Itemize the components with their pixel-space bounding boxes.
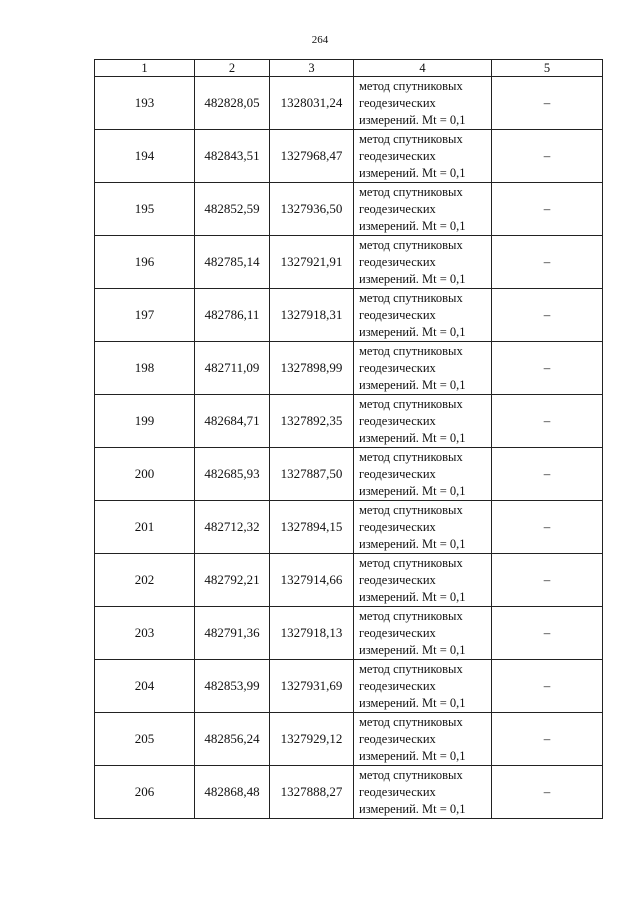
x-coordinate-cell: 482712,32 bbox=[195, 501, 270, 554]
dash-cell: – bbox=[492, 713, 603, 766]
method-cell bbox=[354, 236, 492, 289]
method-text-line: геодезических bbox=[359, 148, 436, 163]
method-cell bbox=[354, 713, 492, 766]
method-text-line: метод спутниковых bbox=[359, 661, 463, 676]
y-coordinate-cell: 1327929,12 bbox=[270, 713, 354, 766]
method-text-line: геодезических bbox=[359, 731, 436, 746]
point-number-cell: 203 bbox=[95, 607, 195, 660]
table-row bbox=[95, 183, 603, 236]
method-text-line: метод спутниковых bbox=[359, 767, 463, 782]
method-text-line: геодезических bbox=[359, 201, 436, 216]
method-text-line: геодезических bbox=[359, 678, 436, 693]
method-text-line: метод спутниковых bbox=[359, 184, 463, 199]
method-text-line: измерений. Mt = 0,1 bbox=[359, 536, 466, 551]
method-text-line: измерений. Mt = 0,1 bbox=[359, 324, 466, 339]
method-text-line: измерений. Mt = 0,1 bbox=[359, 748, 466, 763]
method-text-line: измерений. Mt = 0,1 bbox=[359, 642, 466, 657]
dash-cell: – bbox=[492, 77, 603, 130]
method-cell bbox=[354, 183, 492, 236]
method-text-line: измерений. Mt = 0,1 bbox=[359, 218, 466, 233]
method-text-line: измерений. Mt = 0,1 bbox=[359, 695, 466, 710]
method-cell bbox=[354, 448, 492, 501]
method-cell bbox=[354, 395, 492, 448]
dash-cell: – bbox=[492, 236, 603, 289]
method-text-line: измерений. Mt = 0,1 bbox=[359, 483, 466, 498]
y-coordinate-cell: 1327888,27 bbox=[270, 766, 354, 819]
y-coordinate-cell: 1327921,91 bbox=[270, 236, 354, 289]
column-header: 1 bbox=[95, 60, 195, 77]
method-text-line: метод спутниковых bbox=[359, 343, 463, 358]
dash-cell: – bbox=[492, 342, 603, 395]
x-coordinate-cell: 482711,09 bbox=[195, 342, 270, 395]
dash-cell: – bbox=[492, 395, 603, 448]
method-text-line: метод спутниковых bbox=[359, 449, 463, 464]
page-number: 264 bbox=[311, 34, 329, 46]
dash-cell: – bbox=[492, 130, 603, 183]
method-text-line: геодезических bbox=[359, 360, 436, 375]
column-header: 2 bbox=[195, 60, 270, 77]
table-row bbox=[95, 607, 603, 660]
dash-cell: – bbox=[492, 501, 603, 554]
point-number-cell: 204 bbox=[95, 660, 195, 713]
y-coordinate-cell: 1327968,47 bbox=[270, 130, 354, 183]
method-text-line: измерений. Mt = 0,1 bbox=[359, 377, 466, 392]
table-row bbox=[95, 236, 603, 289]
method-text-line: метод спутниковых bbox=[359, 396, 463, 411]
method-text-line: измерений. Mt = 0,1 bbox=[359, 271, 466, 286]
table-row bbox=[95, 342, 603, 395]
point-number-cell: 198 bbox=[95, 342, 195, 395]
table-row bbox=[95, 289, 603, 342]
x-coordinate-cell: 482828,05 bbox=[195, 77, 270, 130]
dash-cell: – bbox=[492, 289, 603, 342]
dash-cell: – bbox=[492, 554, 603, 607]
method-text-line: метод спутниковых bbox=[359, 714, 463, 729]
x-coordinate-cell: 482785,14 bbox=[195, 236, 270, 289]
y-coordinate-cell: 1327918,13 bbox=[270, 607, 354, 660]
table-row bbox=[95, 660, 603, 713]
point-number-cell: 206 bbox=[95, 766, 195, 819]
method-text-line: геодезических bbox=[359, 307, 436, 322]
method-text-line: метод спутниковых bbox=[359, 502, 463, 517]
point-number-cell: 200 bbox=[95, 448, 195, 501]
method-cell bbox=[354, 607, 492, 660]
column-header: 5 bbox=[492, 60, 603, 77]
method-text-line: метод спутниковых bbox=[359, 131, 463, 146]
method-text-line: метод спутниковых bbox=[359, 78, 463, 93]
method-cell bbox=[354, 660, 492, 713]
y-coordinate-cell: 1327936,50 bbox=[270, 183, 354, 236]
x-coordinate-cell: 482791,36 bbox=[195, 607, 270, 660]
method-cell bbox=[354, 501, 492, 554]
method-text-line: метод спутниковых bbox=[359, 290, 463, 305]
point-number-cell: 202 bbox=[95, 554, 195, 607]
table-row bbox=[95, 77, 603, 130]
dash-cell: – bbox=[492, 183, 603, 236]
method-text-line: измерений. Mt = 0,1 bbox=[359, 801, 466, 816]
method-text-line: геодезических bbox=[359, 572, 436, 587]
method-text-line: геодезических bbox=[359, 95, 436, 110]
x-coordinate-cell: 482684,71 bbox=[195, 395, 270, 448]
y-coordinate-cell: 1327931,69 bbox=[270, 660, 354, 713]
method-text-line: измерений. Mt = 0,1 bbox=[359, 430, 466, 445]
y-coordinate-cell: 1327898,99 bbox=[270, 342, 354, 395]
table-body bbox=[95, 77, 603, 819]
method-text-line: геодезических bbox=[359, 254, 436, 269]
dash-cell: – bbox=[492, 766, 603, 819]
dash-cell: – bbox=[492, 660, 603, 713]
method-cell bbox=[354, 130, 492, 183]
method-text-line: геодезических bbox=[359, 625, 436, 640]
point-number-cell: 196 bbox=[95, 236, 195, 289]
x-coordinate-cell: 482786,11 bbox=[195, 289, 270, 342]
method-text-line: измерений. Mt = 0,1 bbox=[359, 165, 466, 180]
method-text-line: измерений. Mt = 0,1 bbox=[359, 112, 466, 127]
x-coordinate-cell: 482856,24 bbox=[195, 713, 270, 766]
method-cell bbox=[354, 289, 492, 342]
method-text-line: измерений. Mt = 0,1 bbox=[359, 589, 466, 604]
method-text-line: метод спутниковых bbox=[359, 608, 463, 623]
table-row bbox=[95, 448, 603, 501]
table-row bbox=[95, 501, 603, 554]
table-row bbox=[95, 766, 603, 819]
x-coordinate-cell: 482868,48 bbox=[195, 766, 270, 819]
method-cell bbox=[354, 766, 492, 819]
x-coordinate-cell: 482685,93 bbox=[195, 448, 270, 501]
method-text-line: метод спутниковых bbox=[359, 555, 463, 570]
table-row bbox=[95, 554, 603, 607]
table-row bbox=[95, 130, 603, 183]
point-number-cell: 199 bbox=[95, 395, 195, 448]
y-coordinate-cell: 1327892,35 bbox=[270, 395, 354, 448]
dash-cell: – bbox=[492, 448, 603, 501]
method-text-line: метод спутниковых bbox=[359, 237, 463, 252]
y-coordinate-cell: 1327914,66 bbox=[270, 554, 354, 607]
method-text-line: геодезических bbox=[359, 784, 436, 799]
point-number-cell: 201 bbox=[95, 501, 195, 554]
x-coordinate-cell: 482792,21 bbox=[195, 554, 270, 607]
coordinates-table bbox=[94, 59, 603, 819]
method-text-line: геодезических bbox=[359, 413, 436, 428]
method-text-line: геодезических bbox=[359, 519, 436, 534]
table-row bbox=[95, 395, 603, 448]
point-number-cell: 195 bbox=[95, 183, 195, 236]
method-cell bbox=[354, 342, 492, 395]
method-cell bbox=[354, 77, 492, 130]
x-coordinate-cell: 482852,59 bbox=[195, 183, 270, 236]
y-coordinate-cell: 1327894,15 bbox=[270, 501, 354, 554]
point-number-cell: 205 bbox=[95, 713, 195, 766]
point-number-cell: 194 bbox=[95, 130, 195, 183]
column-header: 4 bbox=[354, 60, 492, 77]
table-row bbox=[95, 713, 603, 766]
method-text-line: геодезических bbox=[359, 466, 436, 481]
point-number-cell: 197 bbox=[95, 289, 195, 342]
x-coordinate-cell: 482843,51 bbox=[195, 130, 270, 183]
table-header-row bbox=[95, 60, 603, 77]
y-coordinate-cell: 1327887,50 bbox=[270, 448, 354, 501]
dash-cell: – bbox=[492, 607, 603, 660]
point-number-cell: 193 bbox=[95, 77, 195, 130]
method-cell bbox=[354, 554, 492, 607]
x-coordinate-cell: 482853,99 bbox=[195, 660, 270, 713]
column-header: 3 bbox=[270, 60, 354, 77]
y-coordinate-cell: 1327918,31 bbox=[270, 289, 354, 342]
y-coordinate-cell: 1328031,24 bbox=[270, 77, 354, 130]
